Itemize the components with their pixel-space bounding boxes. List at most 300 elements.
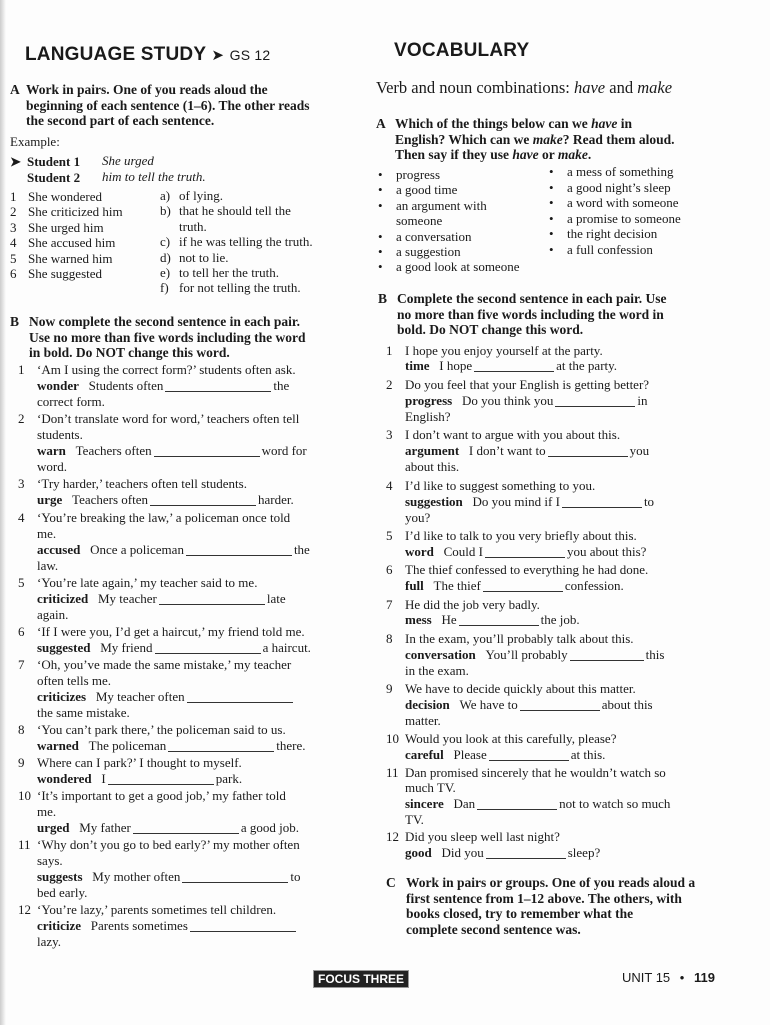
text: . [587,147,592,162]
answer-blank[interactable] [133,823,239,834]
subtitle-and: and [605,78,638,97]
arrow-icon: ➤ [211,47,225,64]
item-number: 6 [18,624,25,639]
rewrite-prefix: I hope [439,358,473,373]
item-rewrite-line [405,393,647,408]
item-original-sentence: ‘You can’t park there,’ the policeman said to us. [37,722,286,737]
item-original-sentence: I’d like to suggest something to you. [405,478,596,493]
instruction-line: beginning of each sentence (1–6). The other reads [26,97,310,113]
item-rewrite-line [37,820,299,835]
item-text: a suggestion [396,244,461,260]
heading-text: LANGUAGE STUDY [25,44,206,65]
answer-blank[interactable] [483,581,563,592]
page-number: 119 [693,970,715,985]
answer-blank[interactable] [477,799,557,810]
item-number: 12 [18,902,31,917]
text: or [538,147,558,162]
item-original-sentence: Do you feel that your English is getting better? [405,377,650,392]
section-a-instructions [395,116,675,163]
item-number: 7 [386,597,393,612]
item-original-sentence: I don’t want to argue with you about this. [405,427,621,442]
focus-three-badge: FOCUS THREE [313,970,409,988]
item-original-sentence: We have to decide quickly about this matter. [405,681,636,696]
answer-blank[interactable] [159,594,265,605]
section-b-letter: B [378,291,388,306]
answer-blank[interactable] [190,921,296,932]
item-original-sentence-cont: students. [37,427,83,442]
keyword: good [405,845,432,860]
item-original-sentence: ‘You’re breaking the law,’ a policeman once told [37,510,291,525]
rewrite-prefix: Teachers often [75,443,152,458]
text: in [617,116,633,131]
section-c-instructions [406,875,695,937]
item-number: 10 [386,731,399,746]
item-number: 4 [18,510,25,525]
item-original-sentence: Would you look at this carefully, please? [405,731,617,746]
answer-blank[interactable] [486,848,566,859]
rewrite-suffix: not to watch so much [559,796,671,811]
item-continuation: matter. [405,713,441,728]
item-number: 2 [18,411,25,426]
list-item [10,266,123,281]
gs-reference: GS 12 [229,47,271,63]
text: make [557,147,588,162]
rewrite-suffix: a good job. [240,820,300,835]
item-original-sentence: The thief confessed to everything he had done. [405,562,649,577]
list-item [160,250,313,265]
item-continuation: in the exam. [405,663,469,678]
item-continuation: lazy. [37,934,62,949]
item-rewrite-line [37,542,310,557]
item-letter: c) [160,234,171,250]
answer-blank[interactable] [562,497,642,508]
text: make [532,131,563,147]
rewrite-prefix: Did you [441,845,484,860]
rewrite-prefix: My teacher often [95,689,185,704]
item-continuation: bed early. [37,885,88,900]
instruction-line [395,147,675,163]
rewrite-suffix: to [643,494,655,509]
subtitle-make: make [637,78,673,97]
item-number: 8 [18,722,25,737]
keyword: argument [405,443,460,458]
answer-blank[interactable] [165,381,271,392]
list-item [549,242,681,258]
item-letter: a) [160,188,171,203]
list-item [10,189,123,204]
section-a-letter: A [10,82,20,97]
list-item [378,198,519,213]
rewrite-prefix: He [441,612,457,627]
answer-blank[interactable] [570,650,644,661]
answer-blank[interactable] [520,700,600,711]
keyword: warned [37,738,79,753]
item-original-sentence: Did you sleep well last night? [405,829,560,844]
list-item [549,195,681,211]
list-item [378,213,519,228]
section-b-letter: B [10,314,20,329]
answer-blank[interactable] [485,547,565,558]
item-continuation: about this. [405,459,460,474]
item-text: a good night’s sleep [567,179,671,195]
answer-blank[interactable] [187,692,293,703]
list-item [160,280,313,295]
item-continuation: the same mistake. [37,705,130,720]
keyword: wonder [37,378,79,393]
item-rewrite-line [37,591,286,606]
rewrite-suffix: there. [276,738,306,753]
separator-dot: • [679,970,685,985]
section-a-letter: A [376,116,386,131]
item-rewrite-line [405,358,617,373]
item-rewrite-line [405,747,605,762]
bullet-icon: • [378,244,383,260]
instruction-line: the second part of each sentence. [26,113,215,128]
item-continuation: again. [37,607,69,622]
rewrite-prefix: My father [79,820,131,835]
bullet-icon: • [549,226,554,242]
list-item [378,229,519,244]
item-text: of lying. [179,188,224,203]
bullet-icon: • [549,195,554,211]
instruction-line: Complete the second sentence in each pair. Use [397,291,667,306]
item-text: a good look at someone [396,259,520,275]
item-letter: e) [160,265,171,281]
rewrite-prefix: The thief [433,578,481,593]
item-text: a promise to someone [567,210,681,226]
rewrite-suffix: about this [601,697,653,712]
instruction-line: complete second sentence was. [406,921,581,937]
section-a-instructions [26,82,310,129]
list-item [10,235,123,250]
bullet-icon: • [378,182,383,198]
sentence-endings-list [160,188,313,296]
list-item [549,180,681,196]
answer-blank[interactable] [150,495,256,506]
keyword: suggested [37,640,91,655]
item-continuation: you? [405,510,431,525]
bullet-icon: • [378,197,383,213]
item-text: a good time [396,182,458,198]
list-item [160,234,313,249]
item-rewrite-line [405,612,580,627]
item-continuation: TV. [405,812,424,827]
student-2-text: him to tell the truth. [102,169,206,184]
item-text: not to lie. [179,249,229,265]
item-text: an argument with [396,197,487,213]
item-number: 7 [18,657,25,672]
item-text: for not telling the truth. [179,280,301,296]
answer-blank[interactable] [489,750,569,761]
language-study-heading [25,44,270,66]
item-rewrite-line [405,697,653,712]
item-rewrite-line [37,869,300,884]
answer-blank[interactable] [154,446,260,457]
rewrite-prefix: Do you mind if I [472,494,560,509]
rewrite-prefix: Teachers often [72,492,148,507]
item-number: 10 [18,788,31,803]
vocabulary-subtitle [376,78,672,98]
item-rewrite-line [37,378,289,393]
item-original-sentence: Dan promised sincerely that he wouldn’t watch so [405,765,666,780]
rewrite-prefix: Dan [453,796,476,811]
text: have [512,147,539,162]
item-rewrite-line [405,845,600,860]
item-number: 5 [386,528,393,543]
item-number: 2 [386,377,393,392]
item-original-sentence: He did the job very badly. [405,597,540,612]
rewrite-prefix: The policeman [88,738,167,753]
instruction-line: no more than five words including the word in [397,306,664,322]
rewrite-prefix: You’ll probably [485,647,568,662]
keyword: progress [405,393,453,408]
answer-blank[interactable] [474,361,554,372]
keyword: wondered [37,771,92,786]
item-original-sentence: ‘Oh, you’ve made the same mistake,’ my teacher [37,657,292,672]
student-1-text: She urged [102,153,154,168]
rewrite-suffix: this [645,647,665,662]
instruction-line: Work in pairs or groups. One of you reads aloud a [406,875,696,890]
arrow-icon: ➤ [10,154,21,169]
rewrite-prefix: My teacher [98,591,157,606]
item-continuation: English? [405,409,451,424]
keyword: criticizes [37,689,87,704]
item-number: 8 [386,631,393,646]
instruction-line: Now complete the second sentence in each pair. [29,314,300,329]
item-original-sentence-cont: often tells me. [37,673,112,688]
keyword: criticized [37,591,89,606]
text: English? Which can we [395,131,533,147]
item-number: 12 [386,829,399,844]
rewrite-prefix: Please [453,747,487,762]
rewrite-prefix: Could I [443,544,484,559]
item-original-sentence-cont: me. [37,804,57,819]
item-continuation: word. [37,459,67,474]
item-number: 11 [386,765,399,780]
keyword: mess [405,612,432,627]
item-text: if he was telling the truth. [179,234,313,250]
rewrite-suffix: you about this? [567,544,647,559]
list-item [10,204,123,219]
item-number: 5 [10,250,17,266]
item-original-sentence: I hope you enjoy yourself at the party. [405,343,603,358]
answer-blank[interactable] [548,446,628,457]
instruction-line: Work in pairs. One of you reads aloud the [26,82,268,97]
collocation-list-2 [549,164,681,258]
item-text: a full confession [567,241,653,257]
bullet-icon: • [549,210,554,226]
collocation-list-1 [378,167,519,275]
item-number: 6 [10,266,17,282]
subtitle-text: Verb and noun combinations: [376,78,574,97]
list-item [10,251,123,266]
instruction-line: bold. Do NOT change this word. [397,322,584,337]
item-text: the right decision [567,226,658,242]
keyword: urge [37,492,63,507]
keyword: accused [37,542,81,557]
bullet-icon: • [378,228,383,244]
answer-blank[interactable] [108,774,214,785]
item-text: truth. [179,218,207,234]
item-text: a conversation [396,228,472,244]
answer-blank[interactable] [168,741,274,752]
section-b-instructions [29,314,306,361]
vocabulary-heading: VOCABULARY [394,40,530,61]
list-item [549,211,681,227]
item-number: 4 [10,235,17,251]
item-text: that he should tell the [179,203,291,219]
list-item [160,219,313,234]
text: Then say if they use [395,147,513,162]
list-item [378,167,519,182]
bullet-icon: • [378,259,383,275]
item-text: to tell her the truth. [179,265,280,281]
item-number: 9 [386,681,393,696]
item-rewrite-line [405,494,654,509]
rewrite-prefix: Parents sometimes [90,918,188,933]
item-number: 4 [386,478,393,493]
rewrite-prefix: Students often [88,378,164,393]
rewrite-prefix: I [101,771,106,786]
rewrite-prefix: Do you think you [461,393,554,408]
item-original-sentence: ‘If I were you, I’d get a haircut,’ my friend told me. [37,624,305,639]
unit-label: UNIT 15 [622,970,671,985]
instruction-line: in bold. Do NOT change this word. [29,345,230,360]
text: Which of the things below can we [395,116,592,131]
item-rewrite-line [37,771,242,786]
keyword: careful [405,747,444,762]
example-label: Example: [10,134,60,149]
rewrite-prefix: My mother often [92,869,181,884]
rewrite-prefix: We have to [459,697,518,712]
item-number: 1 [10,189,17,204]
student-1-label: Student 1 [27,154,81,169]
list-item [378,182,519,197]
item-continuation: law. [37,558,59,573]
item-letter: b) [160,203,171,219]
item-original-sentence: ‘You’re lazy,’ parents sometimes tell children. [37,902,277,917]
item-original-sentence: ‘Why don’t you go to bed early?’ my mother often [37,837,300,852]
item-number: 2 [10,204,17,220]
item-text: She wondered [28,189,103,204]
item-text: She suggested [28,266,103,282]
item-original-sentence-cont: says. [37,853,63,868]
rewrite-suffix: late [266,591,286,606]
instruction-line: Use no more than five words including the word [29,329,306,345]
answer-blank[interactable] [182,872,288,883]
instruction-line [395,132,675,148]
item-number: 3 [10,219,17,235]
keyword: suggestion [405,494,463,509]
item-original-sentence: ‘Don’t translate word for word,’ teachers often tell [37,411,300,426]
item-rewrite-line [37,443,307,458]
item-text: She warned him [28,250,113,266]
rewrite-prefix: My friend [100,640,153,655]
item-text: She criticized him [28,204,123,220]
item-continuation: correct form. [37,394,105,409]
rewrite-suffix: the [293,542,310,557]
keyword: criticize [37,918,82,933]
keyword: suggests [37,869,83,884]
rewrite-suffix: the job. [540,612,580,627]
rewrite-suffix: park. [215,771,243,786]
section-b-instructions [397,291,666,338]
item-number: 3 [386,427,393,442]
bullet-icon: • [549,179,554,195]
item-letter: d) [160,249,171,265]
item-rewrite-line [37,689,295,704]
bullet-icon: • [378,167,383,182]
text: ? Read them aloud. [562,131,675,147]
item-text: She urged him [28,219,104,235]
rewrite-suffix: the [273,378,290,393]
answer-blank[interactable] [555,396,635,407]
item-original-sentence-cont: much TV. [405,780,456,795]
instruction-line: first sentence from 1–12 above. The others, with [406,890,682,906]
item-original-sentence: In the exam, you’ll probably talk about this. [405,631,634,646]
list-item [378,244,519,259]
item-number: 1 [386,343,393,358]
answer-blank[interactable] [155,643,261,654]
page-edge-shadow [0,0,6,1025]
answer-blank[interactable] [459,615,539,626]
text: have [591,116,618,131]
item-rewrite-line [37,918,298,933]
keyword: decision [405,697,450,712]
list-item [549,164,681,180]
instruction-line: books closed, try to remember what the [406,906,634,921]
keyword: urged [37,820,70,835]
subtitle-have: have [573,78,606,97]
answer-blank[interactable] [186,545,292,556]
item-rewrite-line [405,578,624,593]
sentence-beginnings-list [10,189,123,281]
item-original-sentence: ‘You’re late again,’ my teacher said to me. [37,575,258,590]
rewrite-suffix: a haircut. [262,640,311,655]
list-item [160,265,313,280]
list-item [10,220,123,235]
item-rewrite-line [37,640,311,655]
student-2-label: Student 2 [27,170,81,185]
item-original-sentence: I’d like to talk to you very briefly about this. [405,528,637,543]
bullet-icon: • [549,241,554,257]
item-text: She accused him [28,235,116,251]
rewrite-prefix: Once a policeman [90,542,184,557]
item-text: a word with someone [567,195,679,211]
keyword: time [405,358,430,373]
rewrite-prefix: I don’t want to [468,443,546,458]
keyword: warn [37,443,66,458]
item-number: 5 [18,575,25,590]
item-text: someone [396,213,443,229]
rewrite-suffix: you [629,443,650,458]
item-text: a mess of something [567,164,674,179]
item-text: progress [396,167,441,182]
rewrite-suffix: word for [261,443,307,458]
item-rewrite-line [405,443,649,458]
item-number: 11 [18,837,31,852]
item-number: 9 [18,755,25,770]
item-original-sentence: ‘It’s important to get a good job,’ my father told [37,788,286,803]
keyword: sincere [405,796,444,811]
rewrite-suffix: confession. [564,578,624,593]
item-rewrite-line [405,796,670,811]
list-item [549,226,681,242]
item-rewrite-line [405,647,664,662]
item-original-sentence: ‘Try harder,’ teachers often tell students. [37,476,247,491]
instruction-line [395,116,675,132]
item-number: 3 [18,476,25,491]
